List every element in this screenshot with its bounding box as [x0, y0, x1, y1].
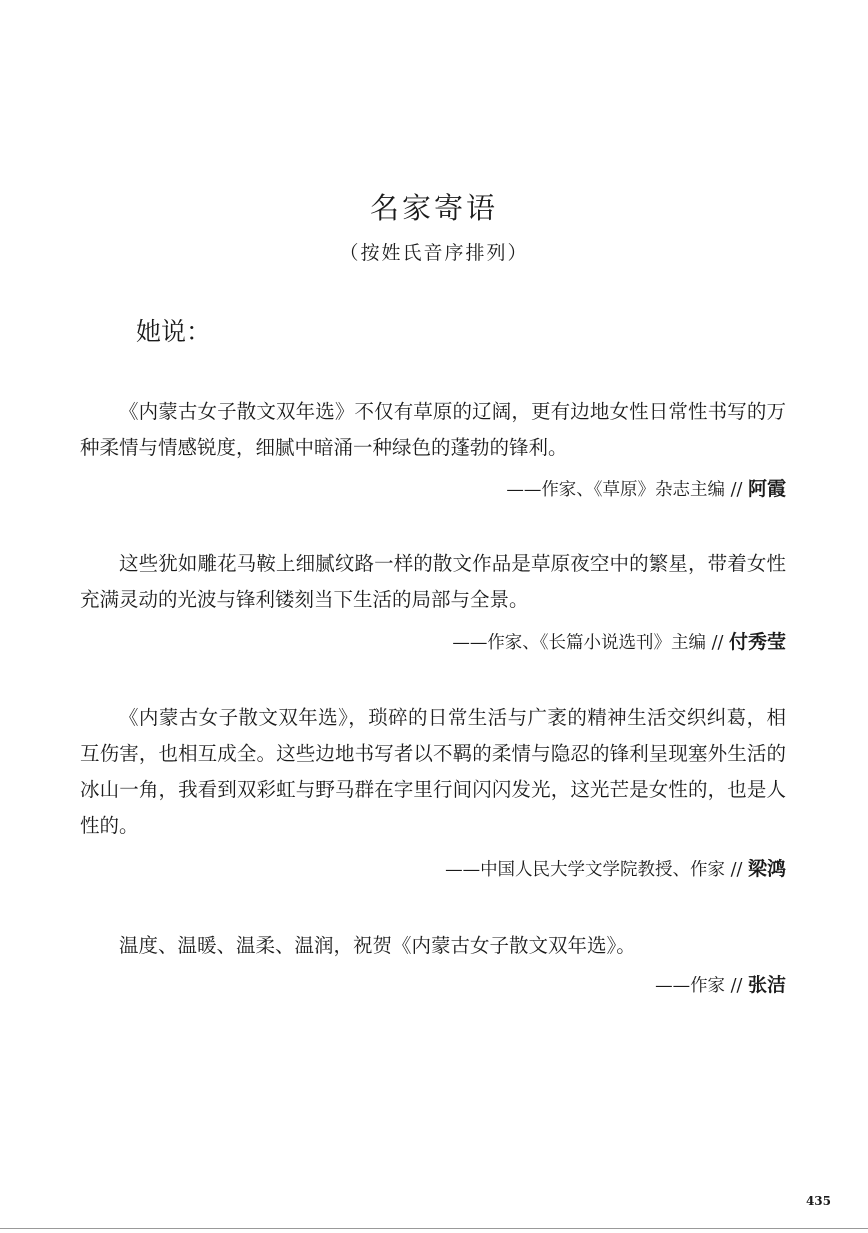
attribution-role: ——作家、《草原》杂志主编 //	[506, 480, 748, 500]
attribution-name: 阿霞	[747, 478, 786, 500]
quote-attribution-1	[506, 474, 786, 501]
quote-text-4: 温度、温暖、温柔、温润，祝贺《内蒙古女子散文双年选》。	[119, 934, 636, 957]
page-title: 名家寄语	[369, 191, 498, 225]
attribution-name: 付秀莹	[728, 631, 786, 653]
attribution-name: 张洁	[747, 974, 786, 996]
bottom-divider	[0, 1228, 868, 1229]
quote-text-3: 《内蒙古女子散文双年选》，琐碎的日常生活与广袤的精神生活交织纠葛，相互伤害，也相互成全。这些边地书写者以不羁的柔情与隐忍的锋利呈现塞外生活的冰山一角，我看到双彩虹与野马群在字里行间闪闪发光，这光芒是女性的，也是人性的。	[80, 706, 786, 837]
section-heading: 她说：	[136, 317, 212, 346]
quote-text-2: 这些犹如雕花马鞍上细腻纹路一样的散文作品是草原夜空中的繁星，带着女性充满灵动的光波与锋利镂刻当下生活的局部与全景。	[80, 552, 786, 611]
quote-attribution-2	[452, 627, 786, 654]
attribution-role: ——中国人民大学文学院教授、作家 //	[445, 860, 748, 880]
quote-text-1: 《内蒙古女子散文双年选》不仅有草原的辽阔，更有边地女性日常性书写的万种柔情与情感锐度，细腻中暗涌一种绿色的蓬勃的锋利。	[80, 400, 786, 459]
quote-attribution-3	[445, 854, 786, 881]
attribution-role: ——作家 //	[655, 976, 748, 996]
attribution-name: 梁鸿	[747, 858, 786, 880]
page-subtitle: （按姓氏音序排列）	[339, 242, 529, 264]
attribution-role: ——作家、《长篇小说选刊》主编 //	[452, 633, 729, 653]
page-number: 435	[805, 1194, 831, 1208]
quote-attribution-4	[655, 970, 786, 997]
